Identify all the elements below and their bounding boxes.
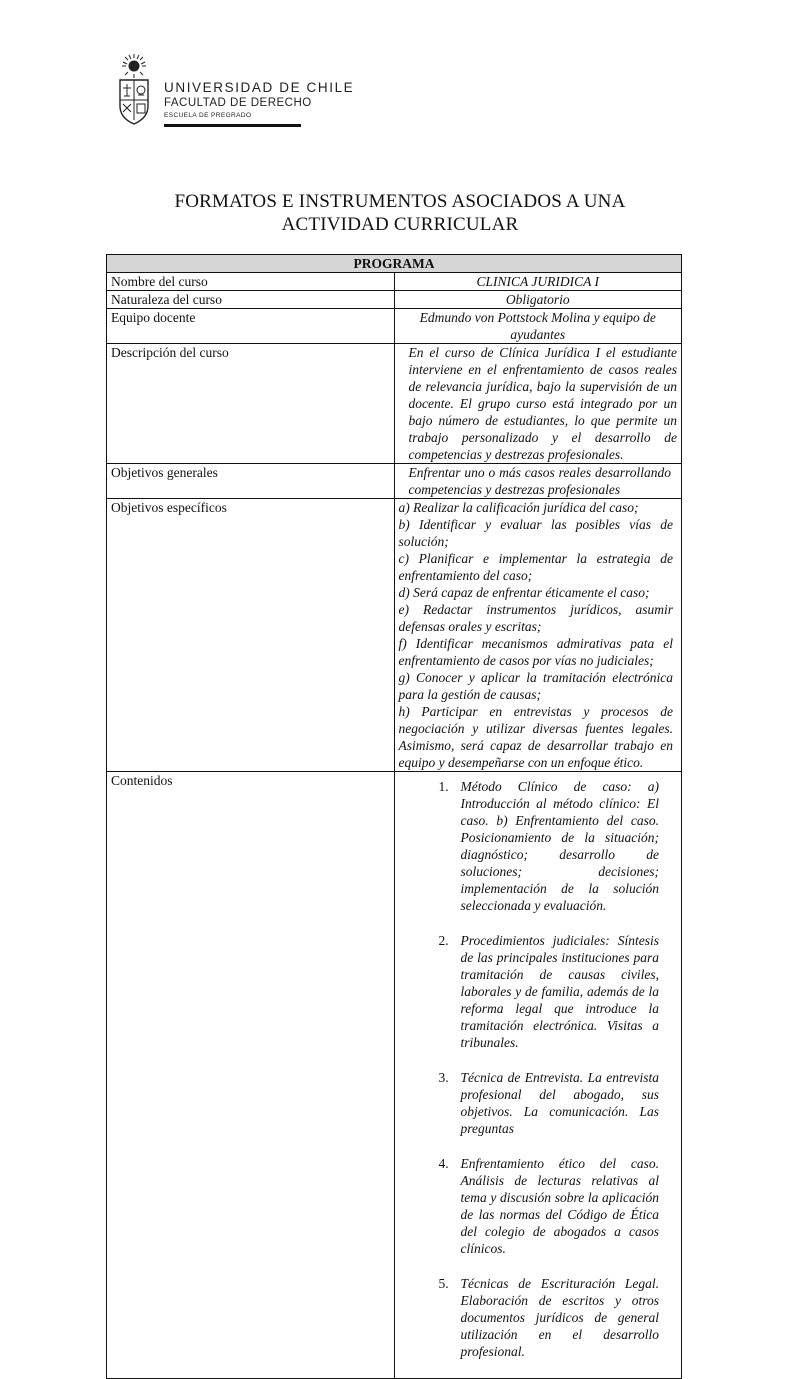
course-nature-value: Obligatorio — [394, 291, 682, 309]
contents-cell — [394, 772, 682, 1379]
row-label-naturaleza: Naturaleza del curso — [107, 291, 395, 309]
row-label-obj-especificos: Objetivos específicos — [107, 499, 395, 772]
school-name: ESCUELA DE PREGRADO — [164, 112, 252, 119]
list-item-number: 1. — [438, 779, 449, 794]
list-item: a) Realizar la calificación jurídica del caso; — [398, 500, 639, 515]
list-item: g) Conocer y aplicar la tramitación electrónica para la gestión de causas; — [398, 670, 673, 702]
list-item — [438, 932, 660, 1051]
row-label-equipo: Equipo docente — [107, 309, 395, 344]
list-item — [438, 1155, 660, 1257]
table-row — [107, 499, 682, 772]
university-seal-icon — [108, 54, 160, 126]
list-item-text: Técnicas de Escrituración Legal. Elaboración de escritos y otros documentos jurídicos de general utilización en el desarrollo profesional. — [460, 1276, 659, 1359]
list-item: e) Redactar instrumentos jurídicos, asumir defensas orales y escritas; — [398, 602, 673, 634]
institution-names — [164, 80, 354, 120]
table-row — [107, 309, 682, 344]
table-row — [107, 273, 682, 291]
document-title-line-1: FORMATOS E INSTRUMENTOS ASOCIADOS A UNA — [174, 191, 626, 212]
list-item: b) Identificar y evaluar las posibles vías de solución; — [398, 517, 673, 549]
list-item-number: 3. — [438, 1070, 449, 1085]
list-item: c) Planificar e implementar la estrategia de enfrentamiento del caso; — [398, 551, 673, 583]
list-item — [438, 778, 660, 914]
table-row — [107, 291, 682, 309]
list-item-text: Procedimientos judiciales: Síntesis de las principales instituciones para tramitación de causas civiles, laborales y de familia, además de la reforma legal que introduce la tramitación electrónica. Visitas a tribunales. — [460, 933, 659, 1050]
list-item — [438, 1069, 660, 1137]
list-item-number: 5. — [438, 1276, 449, 1291]
document-title-line-2: ACTIVIDAD CURRICULAR — [281, 214, 519, 235]
list-item-text: Enfrentamiento ético del caso. Análisis de lecturas relativas al tema y discusión sobre la aplicación de las normas del Código de Ética del colegio de abogados a casos clínicos. — [460, 1156, 659, 1256]
header-divider — [164, 124, 301, 127]
row-label-contenidos: Contenidos — [107, 772, 395, 1379]
row-label-obj-generales: Objetivos generales — [107, 464, 395, 499]
faculty-name: FACULTAD DE DERECHO — [164, 97, 312, 109]
list-item: h) Participar en entrevistas y procesos de negociación y utilizar diversas fuentes legales. Asimismo, será capaz de desarrollar trabajo en equipo y desempeñarse con un enfoque ético. — [398, 704, 673, 770]
row-label-nombre: Nombre del curso — [107, 273, 395, 291]
university-header — [108, 54, 355, 132]
general-objectives-value: Enfrentar uno o más casos reales desarrollando competencias y destrezas profesionales — [394, 464, 682, 499]
course-name-value: CLINICA JURIDICA I — [394, 273, 682, 291]
list-item-text: Método Clínico de caso: a) Introducción al método clínico: El caso. b) Enfrentamiento del caso. Posicionamiento de la situación; diagnóstico; desarrollo de soluciones; decisiones; implementación de la solución seleccionada y evaluación. — [460, 779, 659, 913]
list-item — [438, 1275, 660, 1360]
programa-table — [106, 254, 682, 1379]
list-item-number: 4. — [438, 1156, 449, 1171]
contents-list — [399, 778, 660, 1360]
table-row — [107, 772, 682, 1379]
document-title — [100, 190, 700, 236]
teaching-team-value: Edmundo von Pottstock Molina y equipo de ayudantes — [394, 309, 682, 344]
course-description-value: En el curso de Clínica Jurídica I el estudiante interviene en el enfrentamiento de casos reales de relevancia jurídica, bajo la supervisión de un docente. El grupo curso está integrado por un bajo número de estudiantes, lo que permite un trabajo personalizado y el desarrollo de competencias y destrezas profesionales. — [394, 344, 682, 464]
list-item: f) Identificar mecanismos admirativas pata el enfrentamiento de casos por vías no judiciales; — [398, 636, 673, 668]
specific-objectives-list — [394, 499, 682, 772]
row-label-descripcion: Descripción del curso — [107, 344, 395, 464]
table-heading-row — [107, 255, 682, 273]
table-heading: PROGRAMA — [107, 255, 682, 273]
list-item-text: Técnica de Entrevista. La entrevista profesional del abogado, sus objetivos. La comunicación. Las preguntas — [460, 1070, 659, 1136]
university-name: UNIVERSIDAD DE CHILE — [164, 80, 355, 95]
table-row — [107, 344, 682, 464]
list-item-number: 2. — [438, 933, 449, 948]
list-item: d) Será capaz de enfrentar éticamente el caso; — [398, 585, 650, 600]
table-row — [107, 464, 682, 499]
